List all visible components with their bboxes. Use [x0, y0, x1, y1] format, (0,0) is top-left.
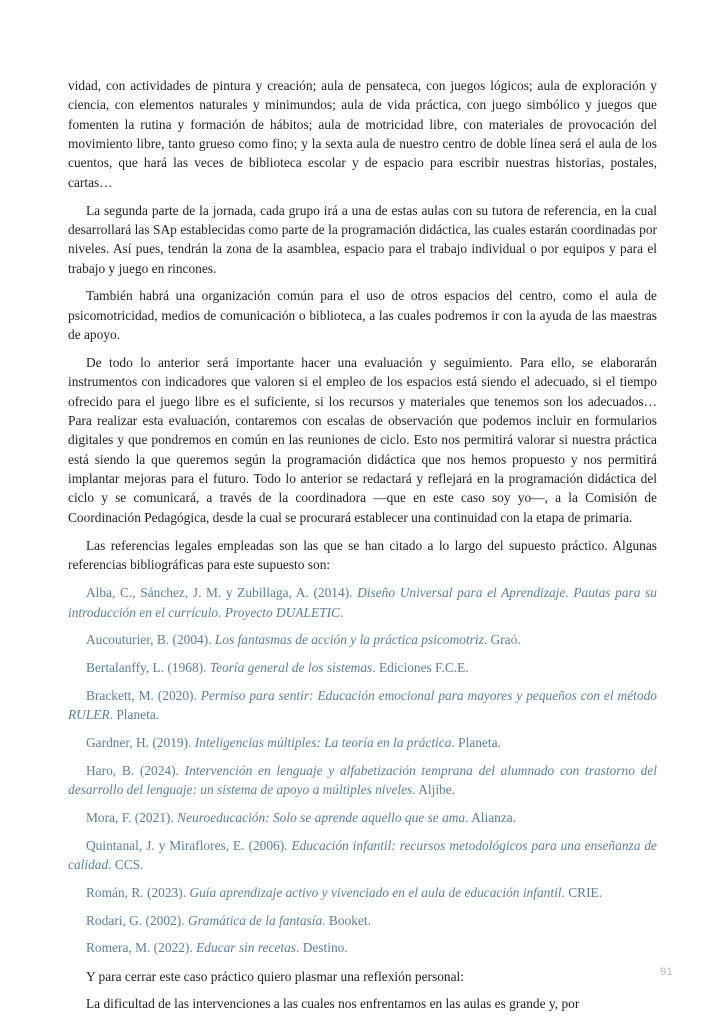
body-text-section	[68, 76, 657, 574]
reference-title: Educación infantil: recursos metodológicos para una enseñanza de calidad	[68, 837, 657, 873]
reference-publisher: . Aljibe.	[412, 782, 456, 798]
bibliography-entry	[68, 808, 657, 827]
reference-publisher: . Ediciones F.C.E.	[372, 660, 469, 676]
reference-publisher: . Alianza.	[465, 809, 517, 825]
reference-publisher: . CRIE.	[561, 884, 603, 900]
bibliography-entry	[68, 630, 657, 649]
reference-publisher: . Destino.	[296, 940, 348, 956]
reference-authors: Brackett, M. (2020).	[86, 687, 201, 703]
reference-publisher: . Planeta.	[109, 707, 160, 723]
reference-authors: Mora, F. (2021).	[86, 809, 178, 825]
body-paragraph: También habrá una organización común para el uso de otros espacios del centro, como el aula de psicomotricidad, medios de comunicación o biblioteca, a las cuales podremos ir con la ayuda de las maestras de apoyo.	[68, 288, 657, 343]
closing-section	[68, 967, 657, 1013]
reference-authors: Haro, B. (2024).	[86, 762, 185, 778]
reference-authors: Aucouturier, B. (2004).	[86, 632, 215, 648]
bibliography-entry	[68, 883, 657, 902]
bibliography-entry	[68, 658, 657, 677]
body-paragraph: La segunda parte de la jornada, cada grupo irá a una de estas aulas con su tutora de referencia, en la cual desarrollará las SAp establecidas como parte de la programación didáctica, las cuales estarán coordinadas por niveles. Así pues, tendrán la zona de la asamblea, espacio para el trabajo individual o por equipos y para el trabajo y juego en rincones.	[68, 202, 657, 276]
reference-title: Inteligencias múltiples: La teoría en la práctica	[194, 735, 452, 751]
bibliography-entry	[68, 733, 657, 752]
reference-authors: Quintanal, J. y Miraflores, E. (2006).	[86, 837, 292, 853]
closing-paragraph: La dificultad de las intervenciones a las cuales nos enfrentamos en las aulas es grande y, por	[86, 995, 580, 1011]
reference-title: Educar sin recetas	[196, 940, 297, 956]
reference-authors: Rodari, G. (2002).	[86, 912, 188, 928]
bibliography-entry	[68, 686, 657, 725]
reference-publisher: . Booket.	[322, 912, 371, 928]
bibliography-entry	[68, 761, 657, 800]
reference-title: Permiso para sentir: Educación emocional para mayores y pequeños con el método RULER	[68, 687, 657, 723]
bibliography-entry	[68, 938, 657, 957]
page-number: 91	[659, 966, 673, 978]
reference-title: Guía aprendizaje activo y vivenciado en el aula de educación infantil	[189, 884, 562, 900]
reference-title: Intervención en lenguaje y alfabetización temprana del alumnado con trastorno del desarrollo del lenguaje: un sistema de apoyo a múltiples niveles	[68, 762, 657, 798]
reference-publisher: . Graó.	[483, 632, 521, 648]
reference-title: Teoría general de los sistemas	[209, 660, 373, 676]
reference-title: Gramática de la fantasía	[187, 912, 323, 928]
reference-publisher: .	[339, 604, 344, 620]
body-paragraph: Las referencias legales empleadas son las que se han citado a lo largo del supuesto práctico. Algunas referencias bibliográficas para este supuesto son:	[68, 537, 657, 572]
body-paragraph: vidad, con actividades de pintura y creación; aula de pensateca, con juegos lógicos; aula de exploración y ciencia, con elementos naturales y minimundos; aula de vida práctica, con juego simbólico y juegos que fomenten la rutina y formación de hábitos; aula de motricidad libre, con materiales de provocación del movimiento libre, tanto grueso como fino; y la sexta aula de nuestro centro de doble línea será el aula de los cuentos, que hará las veces de biblioteca escolar y de espacio para escribir nuestras historias, postales, cartas…	[68, 78, 657, 190]
page-content-column	[68, 76, 657, 1013]
bibliography-entry	[68, 583, 657, 622]
body-paragraph: De todo lo anterior será importante hacer una evaluación y seguimiento. Para ello, se elaborarán instrumentos con indicadores que valoren si el empleo de los espacios está siendo el adecuado, si el tiempo ofrecido para el juego libre es el suficiente, si los recursos y materiales que tenemos son los adecuados… Para realizar esta evaluación, contaremos con escalas de observación que podemos incluir en formularios digitales y que pondremos en común en las reuniones de ciclo. Esto nos permitirá valorar si nuestra práctica está siendo la que queremos según la programación didáctica que nos hemos propuesto y nos permitirá implantar mejoras para el futuro. Todo lo anterior se redactará y reflejará en la programación didáctica del ciclo y se comunicará, a través de la coordinadora —que en este caso soy yo—, a la Comisión de Coordinación Pedagógica, desde la cual se procurará establecer una continuidad con la etapa de primaria.	[68, 354, 657, 525]
reference-publisher: . Planeta.	[451, 735, 501, 751]
closing-paragraph: Y para cerrar este caso práctico quiero plasmar una reflexión personal:	[86, 968, 464, 984]
reference-authors: Gardner, H. (2019).	[86, 735, 195, 751]
reference-title: Diseño Universal para el Aprendizaje. Pautas para su introducción en el currículo. Proyecto DUALETIC	[68, 585, 657, 620]
reference-publisher: . CCS.	[108, 857, 144, 873]
bibliography-section	[68, 583, 657, 957]
reference-title: Neuroeducación: Solo se aprende aquello que se ama	[177, 809, 466, 825]
reference-title: Los fantasmas de acción y la práctica psicomotriz	[214, 632, 484, 648]
reference-authors: Bertalanffy, L. (1968).	[86, 660, 210, 676]
bibliography-entry	[68, 911, 657, 930]
bibliography-entry	[68, 836, 657, 875]
reference-authors: Romera, M. (2022).	[86, 940, 197, 956]
reference-authors: Román, R. (2023).	[86, 884, 190, 900]
reference-authors: Alba, C., Sánchez, J. M. y Zubillaga, A. (2014).	[86, 585, 358, 601]
